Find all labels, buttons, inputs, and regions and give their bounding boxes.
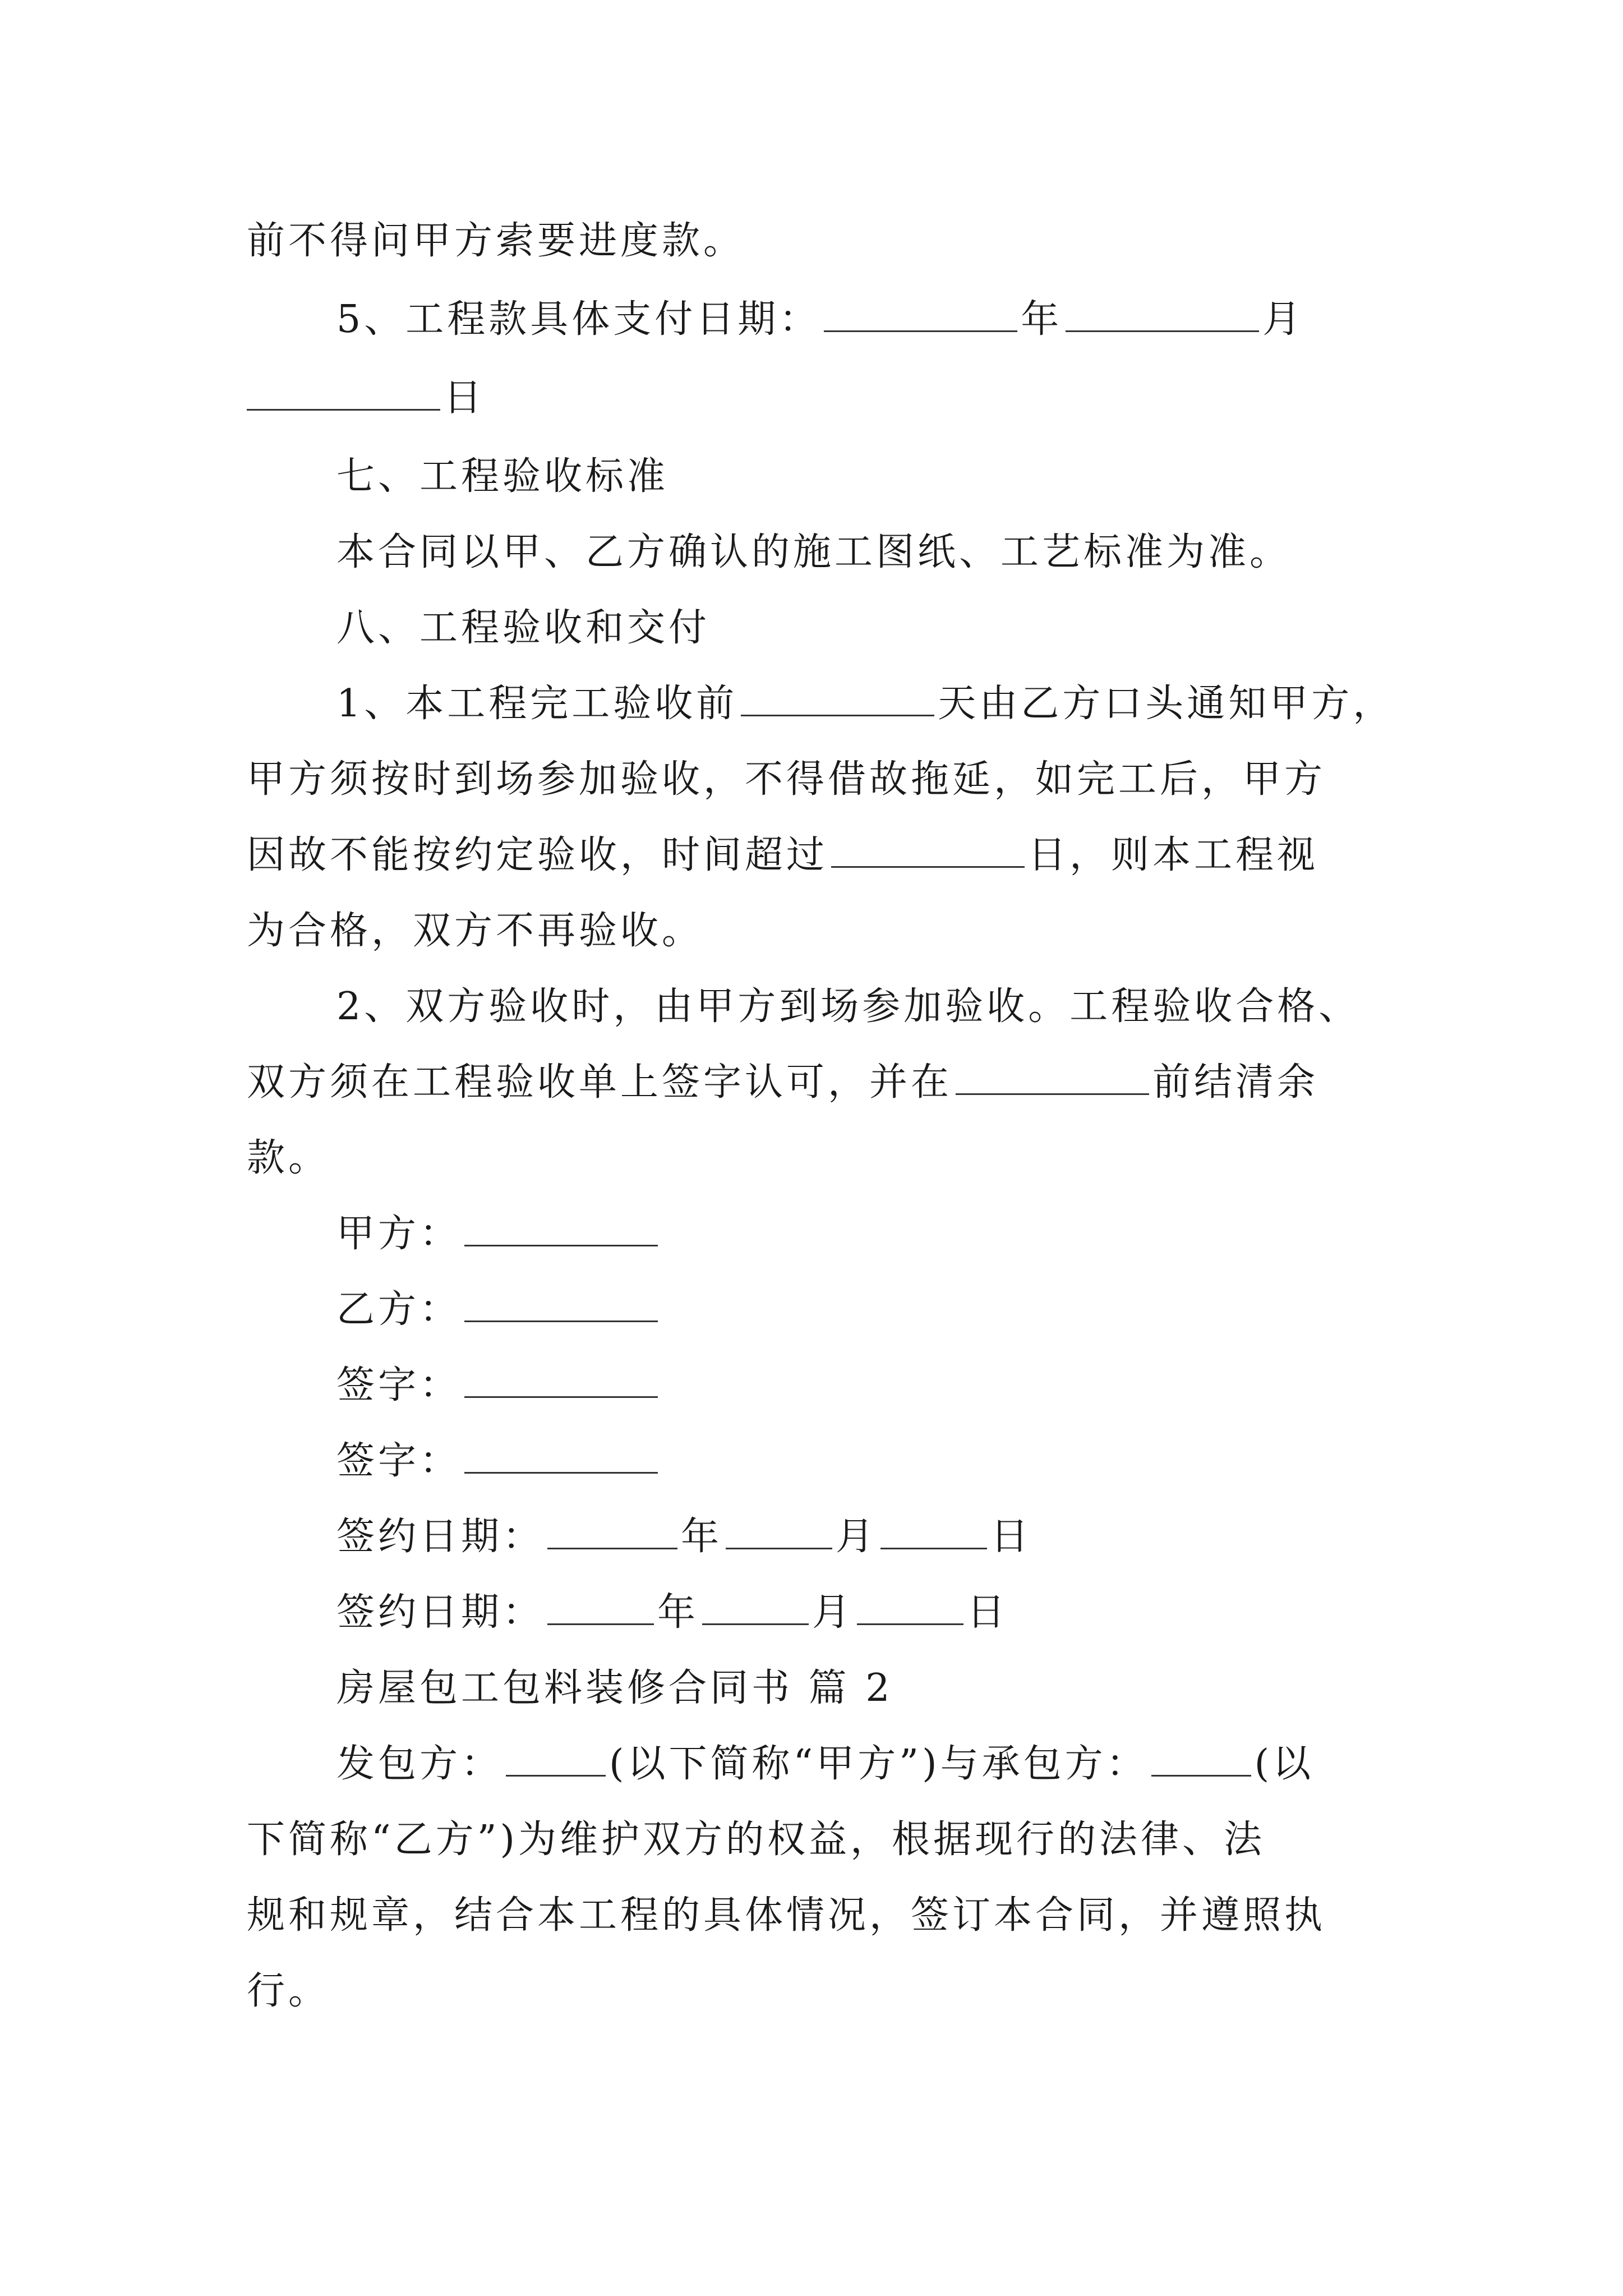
text: 发包方：	[336, 1742, 503, 1786]
text: 签字：	[336, 1439, 462, 1483]
text: 本合同以甲、乙方确认的施工图纸、工艺标准为准。	[336, 530, 1292, 574]
sign-date-line	[336, 1509, 1032, 1565]
text: 天由乙方口头通知甲方，	[938, 682, 1395, 726]
signature-line	[336, 1358, 661, 1414]
text: 月	[1262, 297, 1304, 342]
text-line	[247, 1812, 1265, 1868]
text-line	[247, 213, 745, 269]
text: 八、工程验收和交付	[336, 606, 711, 650]
blank-line	[547, 1513, 677, 1549]
blank-line	[464, 1361, 658, 1398]
blank-line	[1066, 296, 1259, 332]
text: 房屋包工包料装修合同书 篇 2	[336, 1666, 893, 1710]
text-line	[247, 827, 1318, 884]
text: 行。	[247, 1969, 330, 2013]
text-line	[247, 752, 1326, 808]
blank-line	[702, 1589, 809, 1625]
text-line	[247, 1130, 330, 1186]
text: 签约日期：	[336, 1590, 545, 1635]
text: 月	[836, 1515, 878, 1559]
section-heading	[336, 600, 710, 656]
text-line	[247, 1888, 1326, 1944]
blank-line	[880, 1513, 987, 1549]
text: 前不得问甲方索要进度款。	[247, 219, 745, 263]
section-heading	[336, 449, 668, 505]
payment-date-line	[336, 292, 1304, 348]
blank-line	[857, 1589, 963, 1625]
text: 双方须在工程验收单上签字认可，并在	[247, 1060, 953, 1105]
text: 日，则本工程视	[1028, 833, 1319, 877]
blank-line	[956, 1059, 1149, 1095]
document-title	[336, 1660, 893, 1717]
text-line	[247, 1963, 330, 2019]
text: 日	[967, 1590, 1009, 1635]
text-line	[336, 1736, 1314, 1792]
blank-line	[464, 1286, 658, 1322]
blank-line	[506, 1740, 606, 1777]
text: 七、工程验收标准	[336, 454, 669, 499]
party-b-line	[336, 1282, 661, 1338]
text: 为合格，双方不再验收。	[247, 909, 704, 953]
blank-line	[741, 680, 934, 716]
blank-line	[726, 1513, 832, 1549]
text: 日	[990, 1515, 1032, 1559]
text: 下简称“乙方”)为维护双方的权益，根据现行的法律、法	[247, 1818, 1266, 1862]
party-a-line	[336, 1206, 661, 1262]
text: 签约日期：	[336, 1515, 545, 1559]
text: 前结清余	[1152, 1060, 1319, 1105]
blank-line	[824, 296, 1017, 332]
text: 1、本工程完工验收前	[336, 682, 738, 726]
text: 2、双方验收时，由甲方到场参加验收。工程验收合格、	[336, 984, 1361, 1029]
blank-line	[831, 831, 1025, 868]
text: 款。	[247, 1136, 330, 1180]
text: 年	[1021, 297, 1063, 342]
text: 月	[812, 1590, 854, 1635]
signature-line	[336, 1433, 661, 1489]
text: 甲方须按时到场参加验收，不得借故拖延，如完工后，甲方	[247, 757, 1326, 802]
blank-line	[547, 1589, 654, 1625]
text-line	[336, 524, 1291, 581]
text-line	[247, 903, 703, 959]
text-line	[247, 1055, 1318, 1111]
text: 年	[681, 1515, 723, 1559]
payment-date-line-cont	[247, 370, 485, 426]
text: 规和规章，结合本工程的具体情况，签订本合同，并遵照执	[247, 1893, 1326, 1938]
text-line	[336, 676, 1394, 732]
blank-line	[247, 374, 440, 411]
sign-date-line	[336, 1585, 1008, 1641]
text: 5、工程款具体支付日期：	[336, 297, 821, 342]
text: 年	[657, 1590, 699, 1635]
text: 签字：	[336, 1363, 462, 1407]
text-line	[336, 979, 1360, 1035]
text: 因故不能按约定验收，时间超过	[247, 833, 828, 877]
text: 乙方：	[336, 1287, 462, 1332]
text: 日	[444, 376, 486, 420]
text: (以	[1254, 1742, 1315, 1786]
text: 甲方：	[336, 1212, 462, 1256]
text: (以下简称“甲方”)与承包方：	[609, 1742, 1148, 1786]
blank-line	[464, 1210, 658, 1246]
blank-line	[1151, 1740, 1251, 1777]
blank-line	[464, 1437, 658, 1474]
